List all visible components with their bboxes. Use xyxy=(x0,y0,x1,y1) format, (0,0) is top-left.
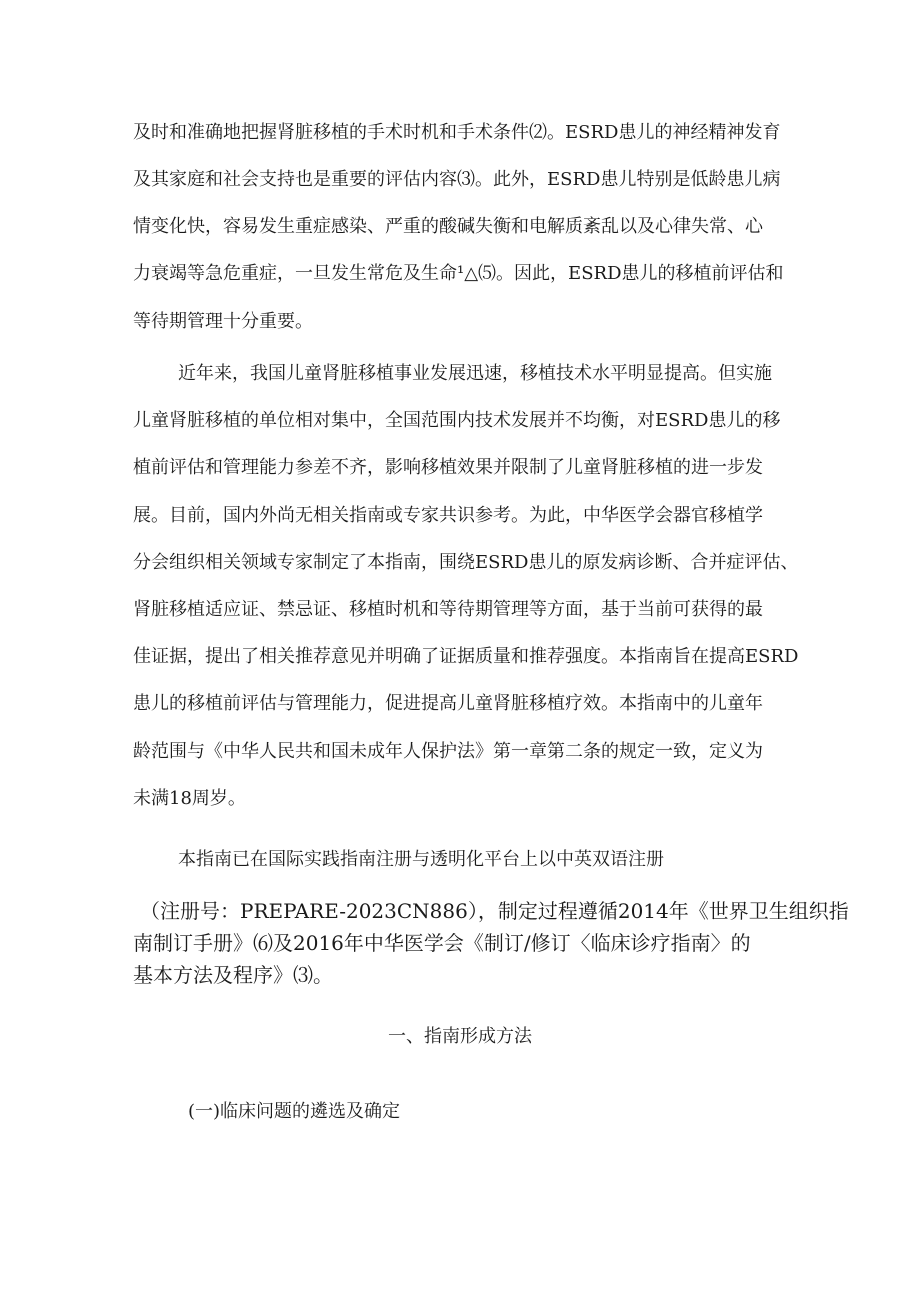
paragraph-2-line-1: 近年来，我国儿童肾脏移植事业发展迅速，移植技术水平明显提高。但实施 xyxy=(178,363,772,384)
paragraph-2-line-7: 佳证据，提出了相关推荐意见并明确了证据质量和推荐强度。本指南旨在提高ESRD xyxy=(133,646,799,667)
paragraph-1-line-4: 力衰竭等急危重症，一旦发生常危及生命¹△⑸。因此，ESRD患儿的移植前评估和 xyxy=(133,263,784,284)
paragraph-3-line-3: 基本方法及程序》⑶。 xyxy=(133,963,333,987)
paragraph-1-line-5: 等待期管理十分重要。 xyxy=(133,311,313,332)
paragraph-3-line-1: （注册号：PREPARE-2023CN886），制定过程遵循2014年《世界卫生组织指 xyxy=(140,899,849,923)
paragraph-2-line-4: 展。目前，国内外尚无相关指南或专家共识参考。为此，中华医学会器官移植学 xyxy=(133,505,763,526)
paragraph-1-line-2: 及其家庭和社会支持也是重要的评估内容⑶。此外，ESRD患儿特别是低龄患儿病 xyxy=(133,169,781,190)
paragraph-3-line-2: 南制订手册》⑹及2016年中华医学会《制订/修订〈临床诊疗指南〉的 xyxy=(133,931,751,955)
paragraph-2-line-2: 儿童肾脏移植的单位相对集中，全国范围内技术发展并不均衡，对ESRD患儿的移 xyxy=(133,410,781,431)
paragraph-1-line-3: 情变化快，容易发生重症感染、严重的酸碱失衡和电解质紊乱以及心律失常、心 xyxy=(133,216,763,237)
paragraph-2-line-6: 肾脏移植适应证、禁忌证、移植时机和等待期管理等方面，基于当前可获得的最 xyxy=(133,599,763,620)
section-heading: 一、指南形成方法 xyxy=(388,1026,532,1047)
paragraph-2-line-3: 植前评估和管理能力参差不齐，影响移植效果并限制了儿童肾脏移植的进一步发 xyxy=(133,457,763,478)
paragraph-2-line-10: 未满18周岁。 xyxy=(133,788,246,809)
paragraph-2-line-9: 龄范围与《中华人民共和国未成年人保护法》第一章第二条的规定一致，定义为 xyxy=(133,741,763,762)
paragraph-1-line-1: 及时和准确地把握肾脏移植的手术时机和手术条件⑵。ESRD患儿的神经精神发育 xyxy=(133,122,781,143)
paragraph-2-line-8: 患儿的移植前评估与管理能力，促进提高儿童肾脏移植疗效。本指南中的儿童年 xyxy=(133,693,763,714)
paragraph-3-intro: 本指南已在国际实践指南注册与透明化平台上以中英双语注册 xyxy=(178,849,664,870)
subsection-heading: (一)临床问题的遴选及确定 xyxy=(188,1101,401,1122)
paragraph-2-line-5: 分会组织相关领域专家制定了本指南，围绕ESRD患儿的原发病诊断、合并症评估、 xyxy=(133,552,799,573)
